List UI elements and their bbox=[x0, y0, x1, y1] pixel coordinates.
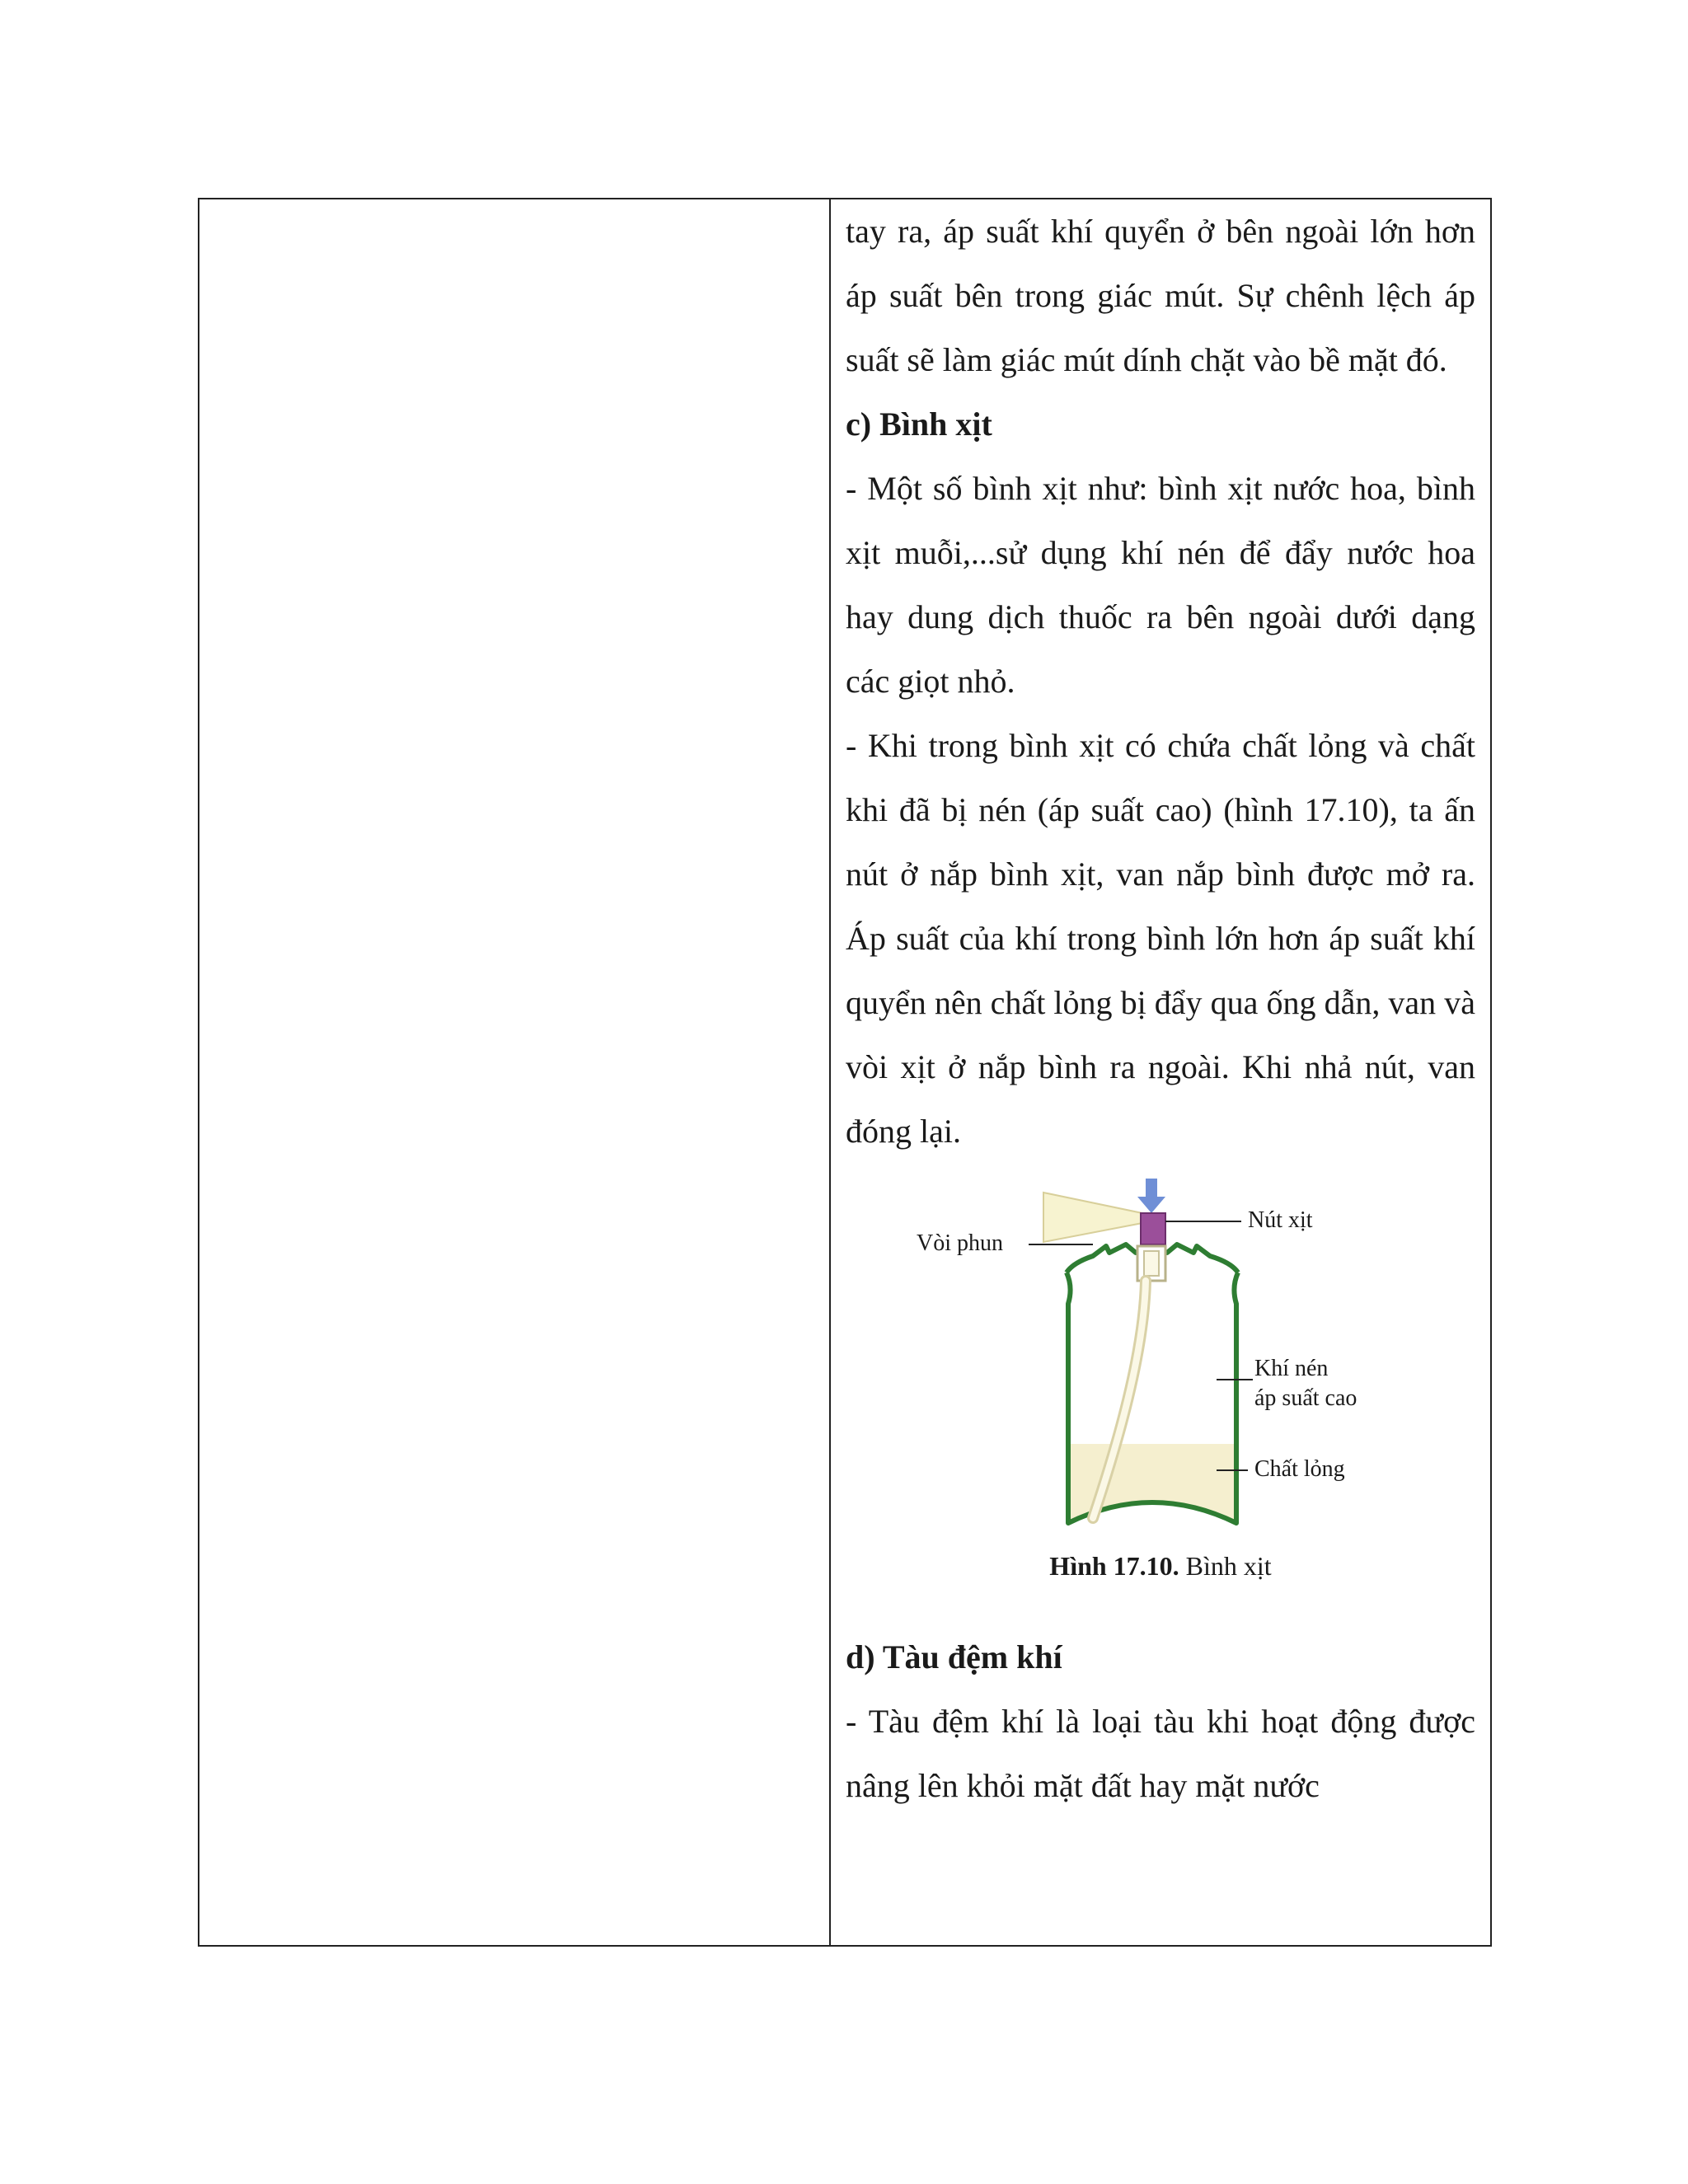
section-c-paragraph-2: - Khi trong bình xịt có chứa chất lỏng và chất khi đã bị nén (áp suất cao) (hình 17.10), ta ấn nút ở nắp bình xịt, van nắp bình được mở ra. Áp suất của khí trong bình lớn hơn áp suất khí quyển nên chất lỏng bị đẩy qua ống dẫn, van và vòi xịt ở nắp bình ra ngoài. Khi nhả nút, van đóng lại. bbox=[846, 727, 1475, 1150]
content-table bbox=[198, 198, 1492, 1947]
label-chat-long: Chất lỏng bbox=[1254, 1456, 1345, 1482]
table-left-column bbox=[199, 199, 831, 1945]
label-voi-phun: Vòi phun bbox=[917, 1230, 1003, 1256]
paragraph-continued: tay ra, áp suất khí quyển ở bên ngoài lớn hơn áp suất bên trong giác mút. Sự chênh lệch áp suất sẽ làm giác mút dính chặt vào bề mặt đó. bbox=[846, 213, 1475, 378]
nozzle-button-icon bbox=[1141, 1213, 1165, 1244]
section-d-heading: d) Tàu đệm khí bbox=[846, 1638, 1062, 1675]
section-c-paragraph-1: - Một số bình xịt như: bình xịt nước hoa, bình xịt muỗi,...sử dụng khí nén để đẩy nước hoa hay dung dịch thuốc ra bên ngoài dưới dạng các giọt nhỏ. bbox=[846, 470, 1475, 700]
spray-cone-icon bbox=[1043, 1193, 1142, 1242]
figure-caption-text: Bình xịt bbox=[1179, 1551, 1272, 1581]
table-right-column bbox=[831, 199, 1490, 1945]
press-arrow-icon bbox=[1137, 1179, 1165, 1213]
section-c-heading: c) Bình xịt bbox=[846, 405, 992, 443]
label-khi-nen-1: Khí nén bbox=[1254, 1356, 1329, 1381]
spray-bottle-figure bbox=[846, 1164, 1475, 1625]
spray-bottle-diagram bbox=[846, 1164, 1475, 1551]
label-nut-xit: Nút xịt bbox=[1248, 1207, 1313, 1233]
figure-caption-number: Hình 17.10. bbox=[1049, 1551, 1179, 1581]
figure-caption bbox=[846, 1549, 1475, 1582]
label-khi-nen-2: áp suất cao bbox=[1254, 1385, 1357, 1411]
section-d-paragraph-1: - Tàu đệm khí là loại tàu khi hoạt động được nâng lên khỏi mặt đất hay mặt nước bbox=[846, 1703, 1475, 1804]
